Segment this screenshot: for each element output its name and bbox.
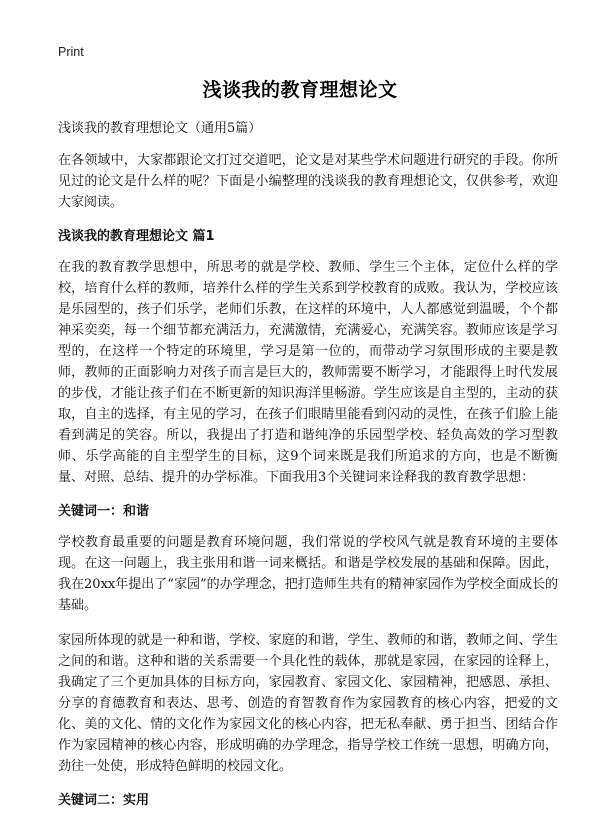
document-body (58, 118, 558, 821)
keyword1-paragraph-1: 学校教育最重要的问题是教育环境问题，我们常说的学校风气就是教育环境的主要体现。在这一问题上，我主张用和谐一词来概括。和谐是学校发展的基础和保障。因此，我在20xx年提出了“家园”的办学理念，把打造师生共有的精神家园作为学校全面成长的基础。 (58, 535, 558, 613)
keyword-heading-1: 关键词一：和谐 (58, 504, 150, 519)
print-link[interactable]: Print (58, 45, 84, 59)
section1-paragraph: 在我的教育教学思想中，所思考的就是学校、教师、学生三个主体，定位什么样的学校，培育什么样的教师，培养什么样的学生关系到学校教育的成败。我认为，学校应该是乐园型的，孩子们乐学，老师们乐教，在这样的环境中，人人都感觉到温暖，个个都神采奕奕，每一个细节都充满活力，充满激情，充满爱心，充满笑容。教师应该是学习型的，在这样一个特定的环境里，学习是第一位的，而带动学习氛围形成的主要是教师，教师的正面影响力对孩子而言是巨大的，教师需要不断学习，才能跟得上时代发展的步伐，才能让孩子们在不断更新的知识海洋里畅游。学生应该是自主型的，主动的获取，自主的选择，有主见的学习，在孩子们眼睛里能看到闪动的灵性，在孩子们脸上能看到满足的笑容。所以，我提出了打造和谐纯净的乐园型学校、轻负高效的学习型教师、乐学高能的自主型学生的目标，这9个词来既是我们所追求的方向，也是不断衡量、对照、总结、提升的办学标准。下面我用3个关键词来诠释我的教育教学思想： (58, 260, 558, 485)
intro-paragraph: 在各领域中，大家都跟论文打过交道吧，论文是对某些学术问题进行研究的手段。你所见过的论文是什么样的呢？下面是小编整理的浅谈我的教育理想论文，仅供参考，欢迎大家阅读。 (58, 153, 558, 210)
keyword-heading-2: 关键词二：实用 (58, 793, 150, 808)
document-subtitle: 浅谈我的教育理想论文（通用5篇） (58, 121, 262, 136)
keyword1-paragraph-2: 家园所体现的就是一种和谐，学校、家庭的和谐，学生、教师的和谐，教师之间、学生之间的和谐。这种和谐的关系需要一个具化性的载体，那就是家园，在家园的诠释上，我确定了三个更加具体的目标方向，家园教育、家园文化、家园精神，把感恩、承担、分享的育德教育和表达、思考、创造的育智教育作为家园教育的核心内容，把爱的文化、美的文化、情的文化作为家园文化的核心内容，把无私奉献、勇于担当、团结合作作为家园精神的核心内容，形成明确的办学理念，指导学校工作统一思想，明确方向，劲往一处使，形成特色鲜明的校园文化。 (58, 633, 558, 774)
section-heading-1: 浅谈我的教育理想论文 篇1 (58, 229, 215, 244)
page-title: 浅谈我的教育理想论文 (202, 79, 398, 101)
